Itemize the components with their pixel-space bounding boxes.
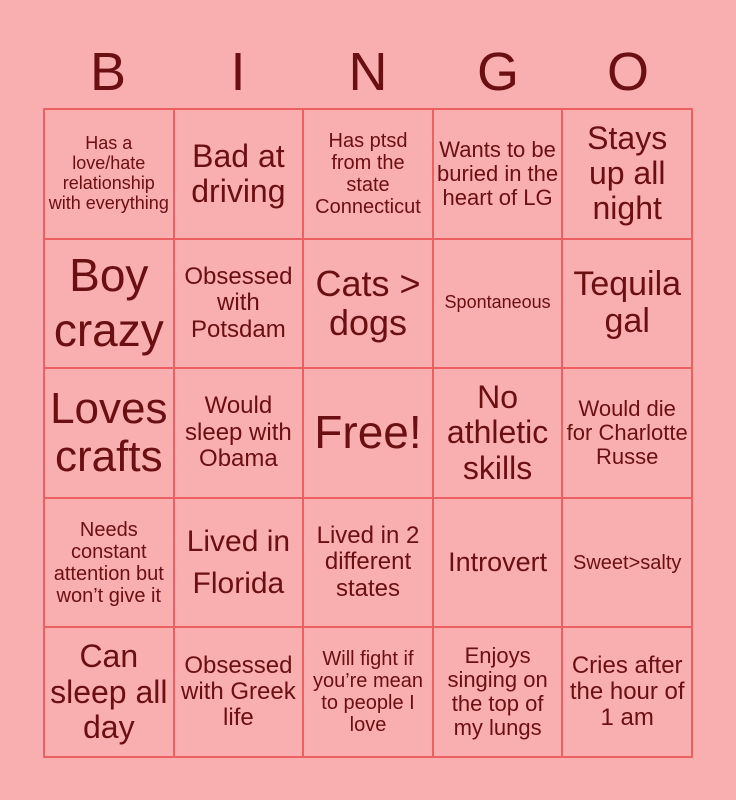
header-letter-i: I bbox=[230, 42, 246, 102]
bingo-cell[interactable]: Sweet>salty bbox=[562, 498, 692, 628]
bingo-cell[interactable]: Cats > dogs bbox=[303, 239, 433, 369]
header-letter-b: B bbox=[89, 42, 127, 102]
bingo-cell[interactable]: Tequila gal bbox=[562, 239, 692, 369]
bingo-cell[interactable]: Will fight if you’re mean to people I love bbox=[303, 627, 433, 757]
bingo-cell[interactable]: Needs constant attention but won’t give it bbox=[44, 498, 174, 628]
bingo-board bbox=[43, 108, 693, 758]
bingo-cell[interactable]: Has ptsd from the state Connecticut bbox=[303, 109, 433, 239]
bingo-cell[interactable]: Cries after the hour of 1 am bbox=[562, 627, 692, 757]
bingo-cell[interactable]: Loves crafts bbox=[44, 368, 174, 498]
bingo-cell[interactable]: Would die for Charlotte Russe bbox=[562, 368, 692, 498]
bingo-free-space[interactable]: Free! bbox=[303, 368, 433, 498]
bingo-cell[interactable]: Would sleep with Obama bbox=[174, 368, 304, 498]
bingo-cell[interactable]: Introvert bbox=[433, 498, 563, 628]
header-letter-g: G bbox=[476, 42, 519, 102]
bingo-cell[interactable]: Can sleep all day bbox=[44, 627, 174, 757]
bingo-cell[interactable]: Stays up all night bbox=[562, 109, 692, 239]
bingo-cell[interactable]: Bad at driving bbox=[174, 109, 304, 239]
bingo-cell[interactable]: Enjoys singing on the top of my lungs bbox=[433, 627, 563, 757]
header-letter-o: O bbox=[606, 42, 649, 102]
header-letter-n: N bbox=[348, 42, 388, 102]
bingo-cell[interactable]: Lived in Florida bbox=[174, 498, 304, 628]
bingo-cell[interactable]: Lived in 2 different states bbox=[303, 498, 433, 628]
bingo-cell[interactable]: Wants to be buried in the heart of LG bbox=[433, 109, 563, 239]
bingo-cell[interactable]: No athletic skills bbox=[433, 368, 563, 498]
bingo-cell[interactable]: Has a love/hate relationship with everything bbox=[44, 109, 174, 239]
bingo-cell[interactable]: Obsessed with Greek life bbox=[174, 627, 304, 757]
bingo-cell[interactable]: Obsessed with Potsdam bbox=[174, 239, 304, 369]
bingo-cell[interactable]: Boy crazy bbox=[44, 239, 174, 369]
bingo-header bbox=[43, 40, 693, 104]
bingo-cell[interactable]: Spontaneous bbox=[433, 239, 563, 369]
